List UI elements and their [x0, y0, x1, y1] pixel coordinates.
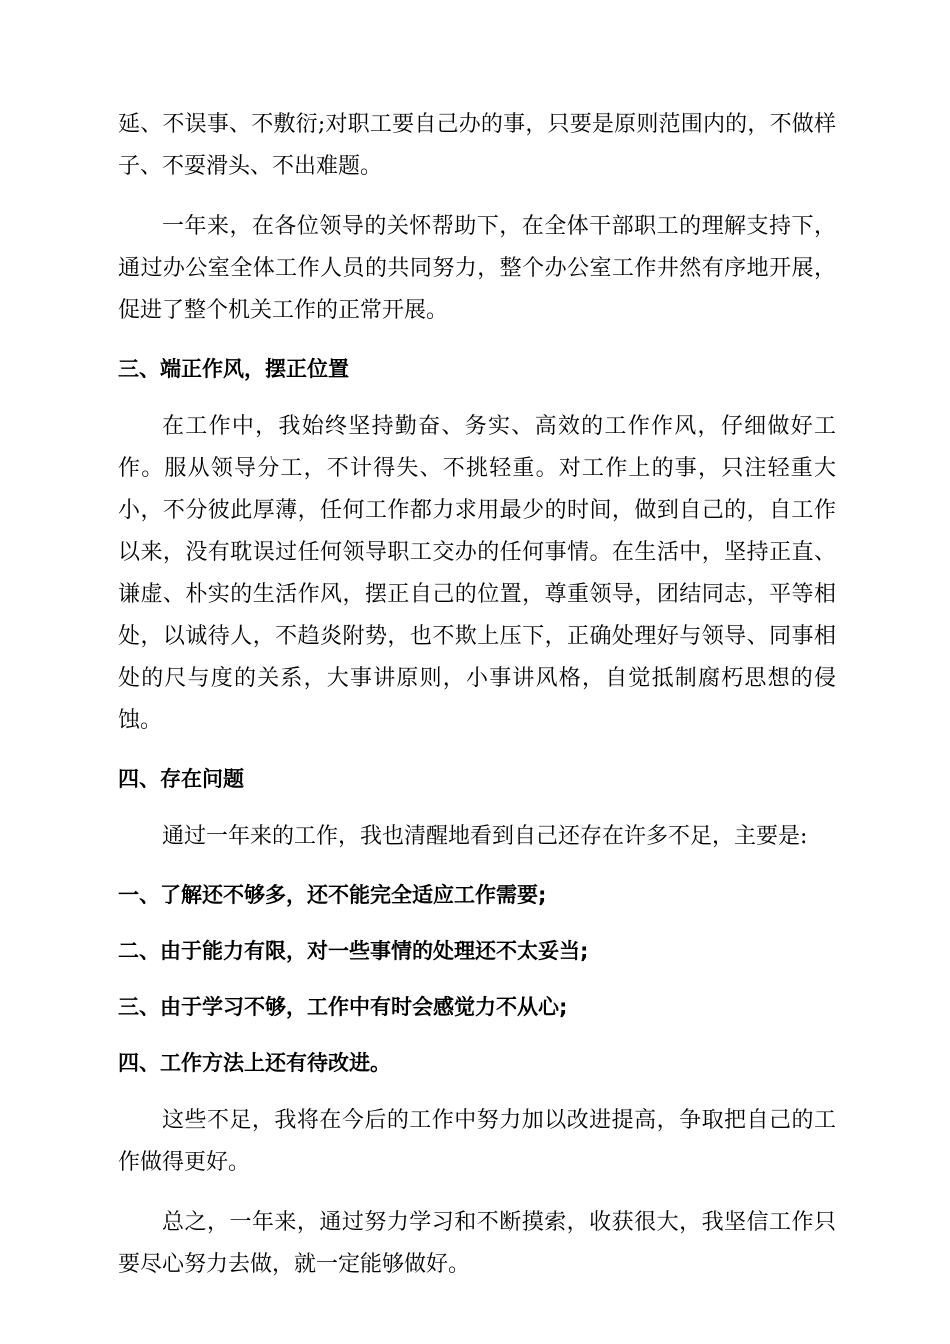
paragraph-year-summary: 一年来，在各位领导的关怀帮助下，在全体干部职工的理解支持下，通过办公室全体工作人员的共同努力，整个办公室工作井然有序地开展，促进了整个机关工作的正常开展。 [118, 214, 836, 323]
paragraph-work-style: 在工作中，我始终坚持勤奋、务实、高效的工作作风，仔细做好工作。服从领导分工，不计得失、不挑轻重。对工作上的事，只注轻重大小，不分彼此厚薄，任何工作都力求用最少的时间，做到自己的，自工作以来，没有耽误过任何领导职工交办的任何事情。在生活中，坚持正直、谦虚、朴实的生活作风，摆正自己的位置，尊重领导，团结同志，平等相处，以诚待人，不趋炎附势，也不欺上压下，正确处理好与领导、同事相处的尺与度的关系，大事讲原则，小事讲风格，自觉抵制腐朽思想的侵蚀。 [118, 414, 836, 733]
paragraph-continuation: 延、不误事、不敷衍;对职工要自己办的事，只要是原则范围内的，不做样子、不耍滑头、不出难题。 [118, 112, 836, 179]
problem-item-2: 二、由于能力有限，对一些事情的处理还不太妥当; [118, 939, 589, 963]
paragraph-problems-intro: 通过一年来的工作，我也清醒地看到自己还存在许多不足，主要是: [162, 824, 808, 849]
problem-item-4: 四、工作方法上还有待改进。 [118, 1051, 391, 1075]
problem-item-1: 一、了解还不够多，还不能完全适应工作需要; [118, 883, 547, 907]
paragraph-conclusion: 总之，一年来，通过努力学习和不断摸索，收获很大，我坚信工作只要尽心努力去做，就一定能够做好。 [118, 1210, 836, 1277]
section-heading-three: 三、端正作风，摆正位置 [118, 357, 349, 381]
problem-item-3: 三、由于学习不够，工作中有时会感觉力不从心; [118, 995, 568, 1019]
document-body [118, 104, 836, 1304]
paragraph-improvement: 这些不足，我将在今后的工作中努力加以改进提高，争取把自己的工作做得更好。 [118, 1108, 836, 1175]
section-heading-four: 四、存在问题 [118, 767, 244, 791]
